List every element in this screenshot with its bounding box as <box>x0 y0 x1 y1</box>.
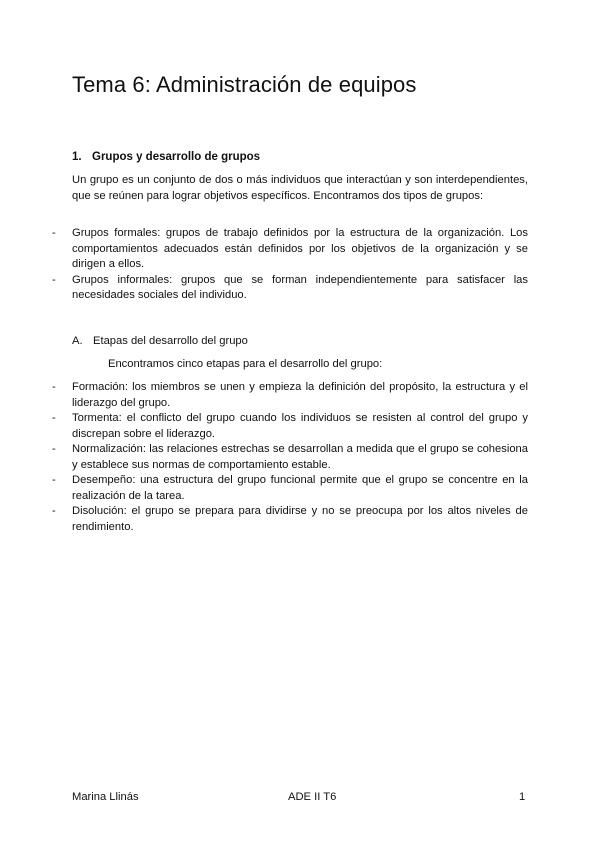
subsection-heading <box>72 335 248 347</box>
footer-course: ADE II T6 <box>288 791 337 803</box>
list-item: - Formación: los miembros se unen y empieza la definición del propósito, la estructura y el liderazgo del grupo. <box>52 381 528 409</box>
footer-page-number: 1 <box>519 791 526 803</box>
bullet-dash: - <box>52 474 56 486</box>
stages-list <box>52 380 528 535</box>
list-item: - Normalización: las relaciones estrechas se desarrollan a medida que el grupo se cohesiona y establece sus normas de comportamiento estable. <box>52 443 528 471</box>
section-title: Grupos y desarrollo de grupos <box>92 151 261 163</box>
bullet-dash: - <box>52 412 56 424</box>
list-item: - Disolución: el grupo se prepara para dividirse y no se preocupa por los altos niveles de rendimiento. <box>52 505 528 533</box>
list-item: - Grupos formales: grupos de trabajo definidos por la estructura de la organización. Los comportamientos adecuados están definidos por los objetivos de la organización y se dirigen a ellos. <box>52 227 528 270</box>
page-title: Tema 6: Administración de equipos <box>72 72 417 97</box>
footer-author: Marina Llinás <box>72 791 139 803</box>
section-number: 1. <box>72 151 82 163</box>
section-heading <box>72 151 260 163</box>
bullet-dash: - <box>52 443 56 455</box>
list-item: - Desempeño: una estructura del grupo funcional permite que el grupo se concentre en la realización de la tarea. <box>52 474 528 502</box>
subsection-intro: Encontramos cinco etapas para el desarrollo del grupo: <box>108 358 383 370</box>
bullet-dash: - <box>52 381 56 393</box>
subsection-title: Etapas del desarrollo del grupo <box>93 335 248 347</box>
section-intro: Un grupo es un conjunto de dos o más individuos que interactúan y son interdependientes, que se reúnen para lograr objetivos específicos. Encontramos dos tipos de grupos: <box>72 174 528 202</box>
list-item: - Grupos informales: grupos que se forman independientemente para satisfacer las necesidades sociales del individuo. <box>52 273 528 301</box>
group-types-list <box>52 226 528 304</box>
subsection-letter: A. <box>72 335 83 347</box>
bullet-dash: - <box>52 227 56 239</box>
bullet-dash: - <box>52 505 56 517</box>
bullet-dash: - <box>52 273 56 286</box>
list-item: - Tormenta: el conflicto del grupo cuando los individuos se resisten al control del grupo y discrepan sobre el liderazgo. <box>52 412 528 440</box>
